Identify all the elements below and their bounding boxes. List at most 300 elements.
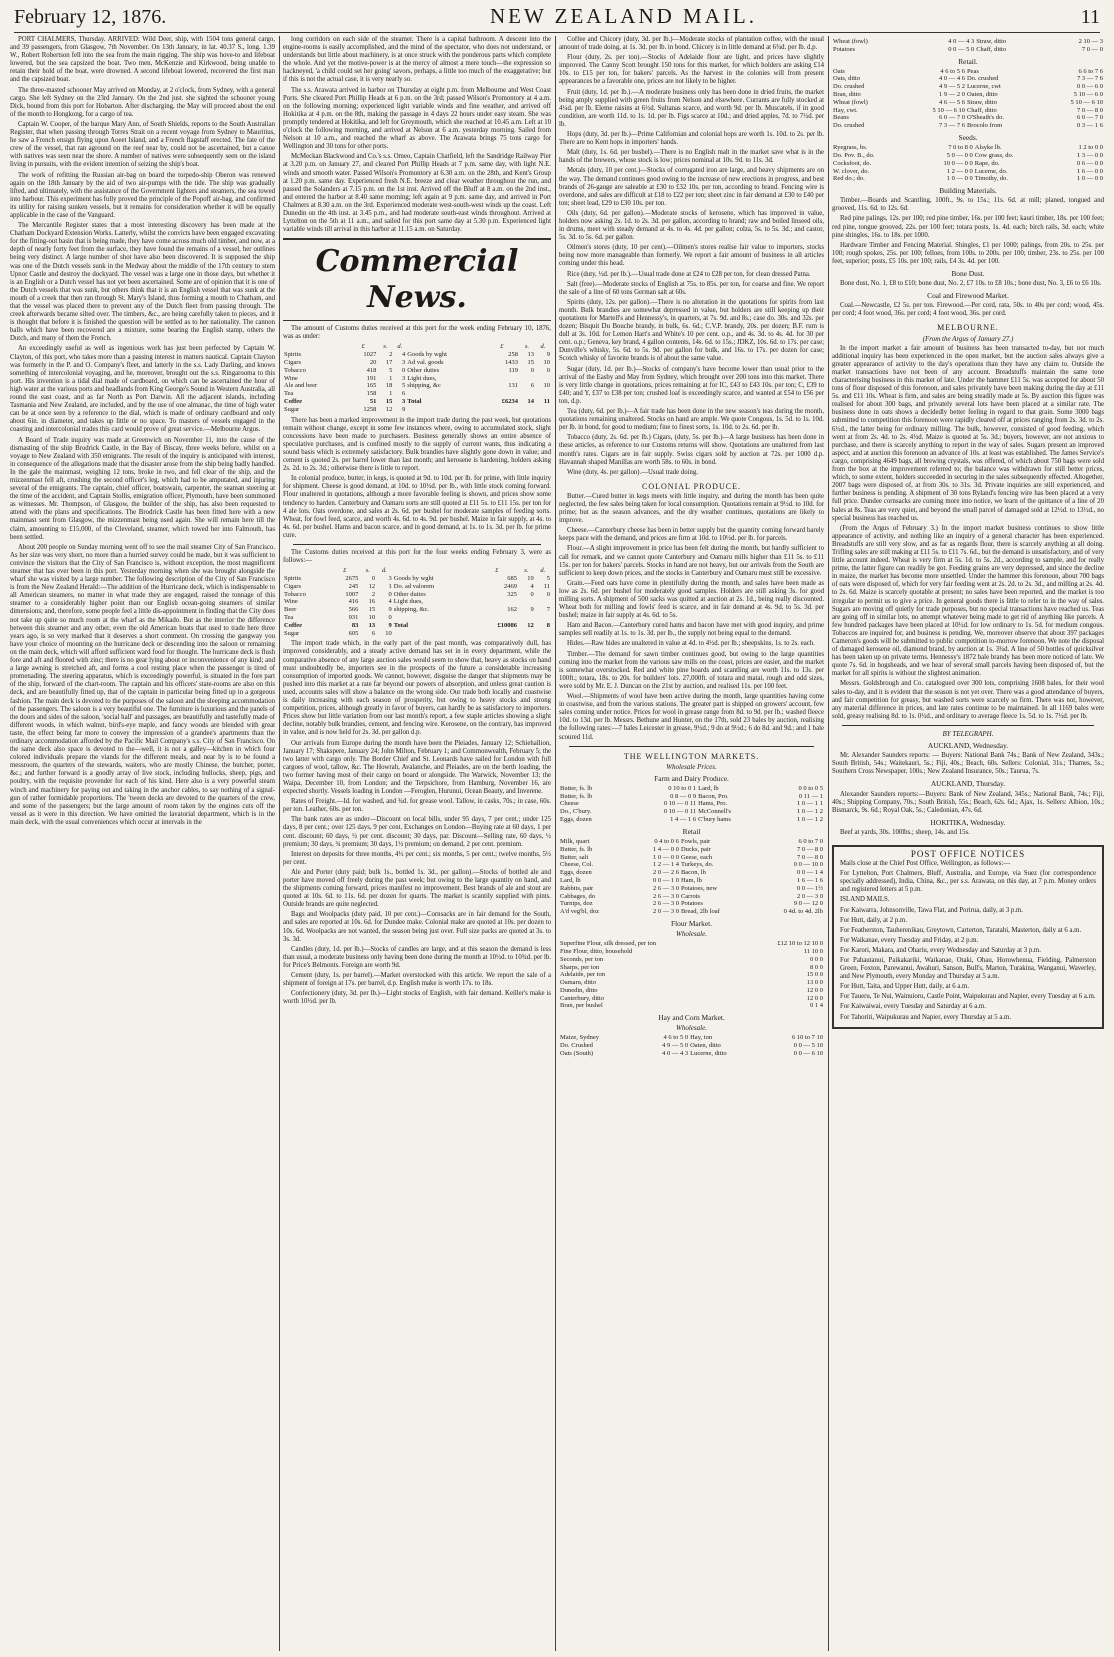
table-cell: 0 10 — 0 11 xyxy=(663,808,697,816)
paragraph: Oilmen's stores (duty, 10 per cent).—Oilmen's stores realise fair value to importers, stocks being now more manageable than formerly. We report a fair amount of business in all articles coming under this head. xyxy=(559,244,824,268)
table-cell: 7 0 — 0 xyxy=(1081,45,1103,53)
table-cell: 4 xyxy=(388,598,392,606)
table-cell xyxy=(535,390,551,398)
shipping-news xyxy=(10,36,275,827)
paragraph: Spirits (duty, 12s. per gallon).—There is no alteration in the quotations for spirits from last month. Bulk brandies are somewhat depressed in value, but holders are still keeping up their quotations for Martell's and Hennessy's, in quarters, at 7s. 9d. and 8s.; case do. 30s. and 32s. per dozen; Bisquit Du Bouche brandy, in bulk, 6s. 6d.; C.V.P. brandy, 20s. per dozen; B.F. rum is dull at 3s. 10d. for Lemon Hart's and White's 10 per cent. o.p., and 4s. 3d. to 4s. 4d. for 30 per cent. o.p.; Geneva, key brand, 4 gallon contents, 14s. 6d. to 15s.; JDKZ, 10s. 6d. to 17s. per case; Dunville's whisky, 5s. 6d. to 5s. 9d. per gallon for bulk, and 16s. to 17s. per dozen for case; Scotch whisky of favorite brands is of about the same value. xyxy=(559,298,824,363)
table-row xyxy=(559,940,824,948)
table-cell: Tea xyxy=(284,390,294,398)
table-cell: 4 xyxy=(402,351,406,359)
table-cell: 158 xyxy=(366,390,377,398)
table-cell: 0 0 — 1 4 xyxy=(797,869,823,877)
table-row xyxy=(559,979,824,987)
table-cell xyxy=(476,598,518,606)
table-cell: 12 xyxy=(385,405,393,413)
table-cell: Do. Crushed xyxy=(560,1042,593,1050)
table-cell: 15 xyxy=(527,359,534,367)
paragraph: Wool.—Shipments of wool have been active during the month, large quantities having come in coastwise, and from the various stations. The greater part is shipped on growers' account, few sales coming under notice. Prices for wool in grease range from 8d. to 9d. per lb.; washed fleece 10d. to 13d. per lb. Messrs. Bethune and Hunter, on the 17th, sold 23 bales by auction, realising the following rates:—7 bales Leicester in grease, 9½d.; 9 do at 9½d.; 6 do 8d. and 9d.; and 1 bale scoured 11d. xyxy=(559,693,824,741)
table-row xyxy=(283,598,551,606)
table-cell: Eggs, dozen xyxy=(560,816,592,824)
table-cell: 258 xyxy=(508,351,518,359)
table-cell: 5 xyxy=(546,575,550,582)
paragraph: For Lyttelton, Port Chalmers, Bluff, Australia, and Europe, via Suez (for correspondence specially addressed), India, China, &c., per s.s. Arawata, on this day, at 7 p.m. Money orders and registered letters at 5 p.m. xyxy=(840,870,1096,894)
paragraph: Our arrivals from Europe during the month have been the Pleiades, January 12; Schiehallion, January 17; Shakspere, January 24; John Milton, February 1; and Commonwealth, February 5; the two latter with cargo only. The Border Chief and St. Leonards have sailed for London with full cargoes of wool, tallow, &c. The Howrah, Avalanche, and Pleiades, are on the berth loading, the two former having most of their cargo on board or alongside. The Warwick, November 13; the Waipa, December 10, from London; and the Terpsichore, from Hamburg, November 16, are expected shortly. Vessels loading in London —Feroglen, Hurunui, Ocean Beauty, and Inverene. xyxy=(283,739,551,796)
table-cell xyxy=(283,567,330,575)
table-cell: Cabbages, do xyxy=(560,892,596,900)
table-row xyxy=(559,816,824,824)
table-cell: Lucerne, do. xyxy=(974,167,1008,175)
table-cell: £ xyxy=(500,343,504,351)
telegraph-reports xyxy=(832,742,1104,837)
paragraph: For Hutt, daily, at 2 p.m. xyxy=(840,916,907,924)
customs-week-table xyxy=(283,343,551,413)
table-row xyxy=(559,908,824,916)
table-cell: 931 xyxy=(348,613,359,621)
table-cell xyxy=(519,406,535,414)
table-cell: Straw, ditto xyxy=(976,38,1007,45)
table-cell: 0 xyxy=(402,366,406,374)
table-cell: 3 xyxy=(402,374,406,382)
table-cell: 4 9 — 5 2 xyxy=(938,83,965,91)
table-row xyxy=(559,869,824,877)
telegraph-text: Beef at yards, 30s. 100lbs.; sheep, 14s. and 15s. xyxy=(840,828,970,836)
table-cell: Wine xyxy=(284,598,298,606)
paragraph: Sugar (duty, 1d. per lb.)—Stocks of company's have become lower than usual prior to the arrival of the Easby and May from Sydney, which brought over 200 tons into this market. There is very little change in quotations, prices remaining at for IC, £43 to £43 10s. per ton; C, £39 to £40; and Y, £37 to £38 per ton; crushed loaf is exceedingly scarce, and wanted at £54 to £56 per ton, d.p. xyxy=(559,365,824,405)
table-cell: 245 xyxy=(348,582,359,590)
table-row xyxy=(283,406,551,414)
paragraph: Captain W. Cooper, of the barque Mary Ann, of South Shields, reports to the South Australian Register, that when passing through Torres Strait on a recent voyage from Sydney to Mauritius, he saw a French ensign flying upon Aoeet Island, and a French flagstaff erected. The fate of the crew of the vessel, that ran aground on the reef near by, could not be ascertained, but a canoe with natives was seen near the shore. A number of natives were subsequently seen on the island living in pursuits, with the evident intention of seizing the ship's boat. xyxy=(10,120,275,169)
table-cell: 605 xyxy=(348,629,359,637)
paragraph: Flour (duty, 2s. per ton).—Stocks of Adelaide flour are light, and prices have slightly improved. The Canny Scott brought 150 tons for this market, for which holders are asking £14 10s. to £15 per ton, for bakers' parcels. As the harvest in the colonies will from present appearances be a favorable one, prices are not likely to be higher. xyxy=(559,54,824,86)
table-cell: 685 xyxy=(507,575,518,582)
table-cell: 0 0 to 0 5 xyxy=(798,784,823,792)
table-cell: 0 0 — 1½ xyxy=(797,884,823,892)
table-row xyxy=(832,99,1104,107)
table-cell: Bran, ditto xyxy=(833,91,861,99)
table-cell: Total xyxy=(393,621,409,629)
masthead xyxy=(14,4,1100,33)
table-cell: Adelaide, per ton xyxy=(560,971,605,979)
flour-market-title: Flour Market. xyxy=(670,918,713,928)
table-cell: 10 xyxy=(385,629,392,637)
table-cell: 10 xyxy=(543,359,550,367)
table-cell: 12 xyxy=(527,621,534,629)
table-cell: Lard, lb xyxy=(698,784,719,792)
farm-table xyxy=(559,785,824,824)
paragraph: Hardware Timber and Fencing Material. Shingles, £1 per 1000; palings, from 20s. to 25s. per 100; rough spokes, 25s. per 100; felloes, from 100s. to 200s. per 100; timber, 23s. to 25s. per 100 feet, superior; posts, £5 10s. per 100; rails, £4 3s. 4d. per 100. xyxy=(832,241,1104,265)
table-row xyxy=(559,956,824,964)
table-cell: 6 xyxy=(530,382,534,390)
table-cell: Peas xyxy=(966,67,979,75)
table-cell: Hams, Pro. xyxy=(698,800,728,808)
paragraph: Hides.—Raw hides are unaltered in value at 4d. to 4½d. per lb.; sheepskins, 1s. to 2s. each. xyxy=(567,640,815,648)
hay-subtitle: Wholesale. xyxy=(676,1024,707,1033)
table-cell: 1 2 — 1 4 xyxy=(652,861,679,869)
table-cell: 131 xyxy=(508,382,518,390)
table-cell: 7 xyxy=(546,606,550,614)
table-cell: 4 0 — 4 3 xyxy=(948,38,975,45)
table-cell: 0 10 to 0 1 xyxy=(668,784,697,792)
table-cell xyxy=(393,630,476,638)
table-row xyxy=(559,808,824,816)
table-cell: Coffee xyxy=(284,398,303,406)
table-row xyxy=(559,854,824,862)
coal-title: Coal and Firewood Market. xyxy=(927,291,1009,301)
table-cell: 1 4 — 0 0 xyxy=(652,845,679,853)
table-row xyxy=(283,398,551,406)
table-cell: McConnell's xyxy=(698,808,732,816)
paragraph: ISLAND MAILS. xyxy=(840,896,890,904)
table-row xyxy=(832,168,1104,176)
table-cell: 51 xyxy=(369,398,377,406)
table-cell: Oaten, ditto xyxy=(690,1042,721,1050)
table-cell: 2 0 — 2 6 xyxy=(652,869,679,877)
paragraph: An exceedingly useful as well as ingenious work has just been perfected by Captain W. Clayton, of this port, who takes more than a passing interest in matters nautical. Captain Clayton was formerly in the P. and O. Company's fleet, and latterly in the s.s. Lady Darling, and knows something of intercolonial voyaging, and he, moreover, brought out the s.s. Ringarooma to this port. His invention is a tidal dial made of cardboard, on which can be ascertained the hour of high water at the various ports and headlands from King George's Sound in Western Australia, all round the east coast, and as far North as Port Darwin. All the adjacent islands, including Tasmania and New Zealand, are included, and by the use of one almanac, the time of high water can be at once seen by a reference to the dial, which is made of ordinary cardboard and only about 6in. in diameter, and takes up little or no space. To masters of vessels engaged in the coasting and intercolonial trades this card would prove of great service.—Melbourne Argus. xyxy=(10,345,275,434)
table-cell: 0 0 — 1 0 xyxy=(652,876,679,884)
paragraph: Rates of Freight.—Id. for washed, and ¾d. for grease wool. Tallow, in casks, 70s.; in case, 60s. per ton. Leather, 60s. per ton. xyxy=(283,798,551,814)
table-cell: 1 xyxy=(389,374,393,382)
table-cell: 1 9 — 2 0 xyxy=(938,91,965,99)
column-1 xyxy=(10,36,275,1651)
table-cell: 418 xyxy=(366,366,377,374)
table-cell: Seconds, per ton xyxy=(560,955,604,963)
table-cell: 6 0 — 7 0 xyxy=(938,114,965,122)
table-cell: 1 xyxy=(389,390,393,398)
table-row xyxy=(559,877,824,885)
table-cell: 191 xyxy=(366,374,377,382)
post-office-title: POST OFFICE NOTICES xyxy=(910,848,1026,859)
table-cell: 325 xyxy=(507,590,518,598)
paragraph: Salt (free).—Moderate stocks of English at 75s. to 85s. per ton, for coarse and fine. We report the sale of a line of 60 tons German salt at 60s. xyxy=(559,280,824,296)
table-cell: 1 0 — 1 2 xyxy=(797,816,823,824)
c4-retail-title: Retail. xyxy=(958,56,978,66)
table-cell: Butter, fs. lb xyxy=(560,784,593,792)
paragraph: The bank rates are as under—Discount on local bills, under 95 days, 7 per cent.; under 125 days, 8 per cent.; over 125 days, 9 per cent. Exchanges on London—Buying rate at 60 days, 1 per cent. discount; 60 days, ½ per cent. discount; 30 days, par. Discount—Selling rate, 60 days, ½ premium; 30 days, ¾ premium; 30 days, 1½ premium; on demand, 2 per cent. premium. xyxy=(283,816,551,848)
table-cell: 0 0 — 6 10 xyxy=(793,1050,823,1058)
paragraph: For Kaiwarra, Johnsonville, Tawa Flat, and Porirua, daily, at 3 p.m. xyxy=(840,906,1024,914)
divider xyxy=(842,725,1094,726)
table-row xyxy=(559,987,824,995)
table-row xyxy=(559,785,824,793)
paragraph: Butter.—Cured butter in kegs meets with little inquiry, and during the month has been quite neglected, the few sales being taken for local consumption. Quotations remain at 9½d. to 10d. for prime; but as the season advances, and the dry weather continues, quotations are likely to improve. xyxy=(559,492,824,525)
table-row xyxy=(283,375,551,383)
table-cell: Eggs, dozen xyxy=(560,869,592,877)
table-cell: Cigars xyxy=(284,359,301,367)
table-cell: shipping, &c xyxy=(407,382,441,390)
table-row xyxy=(283,614,551,622)
table-cell: Butter, fs. lb xyxy=(560,845,593,853)
telegraph-place: HOKITIKA, Wednesday. xyxy=(930,817,1006,827)
table-row xyxy=(283,630,551,638)
table-cell: Spirits xyxy=(284,575,301,582)
table-cell: 1 0 — 0 0 xyxy=(946,175,973,183)
table-cell: 0 3 — 1 6 xyxy=(1077,122,1103,130)
paragraph: Rice (duty, ½d. per lb.).—Usual trade done at £24 to £28 per ton, for clean dressed Patna. xyxy=(567,270,811,278)
paragraph: In colonial produce, butter, in kegs, is quoted at 9d. to 10d. per lb. for prime, with little inquiry for shipment. Cheese is good demand, at 10d. to 10½d. per lb., with little stock coming forward. Flour unaltered in quotations, although a more favorable feeling is shown, and prices show some tendency to harden. Canterbury and Oamaru sorts are still quoted at £11 5s. to £11 15s. per ton for 4 ale lots. Oats overdone, and sales at 2s. 6d. per bushel for moderate samples of feeding sorts. Wheat, for fowl feed, scarce, and worth 4s. 6d. to 4s. 9d. per bushel. Maize in fair supply, at 4s. to 4s. 6d. per bushel. Hams and bacon scarce, and in good demand, at 1s. to 1s. 3d. per lb. for prime cure. xyxy=(283,475,551,539)
table-cell: 0 1 4 xyxy=(810,1002,823,1010)
melbourne-report xyxy=(832,345,1104,721)
paragraph: The work of refitting the Russian air-bag on board the torpedo-ship Oberon was renewed again on the 18th January by the aid of two air-pumps with the tide. The ship was gradually lifted, and ultimately, with the assistance of the Government lighters and steamers, the sea towed into harbour. This experiment has fully proved the principle of the Popoff air-bag, and confirmed its utility for raising sunken vessels, but it remains for consideration whether it will be equally applicable in the case of the Vanguard. xyxy=(10,171,275,219)
table-cell: Ducks, pair xyxy=(680,845,711,853)
paragraph: For Featherston, Tauherenikau, Greytown, Carterton, Taratahi, Masterton, daily at 6 a.m. xyxy=(840,926,1082,934)
table-cell: 12 0 0 xyxy=(806,986,823,994)
telegraph-text: Alexander Saunders reports:—Buyers: Bank of New Zealand, 345s.; National Bank, 74s.; Fiji, 40s.; Shipping Company, 70s.; South British, 55s.; Beach, 62s. 6d.; Ajax, 1s. Sellers: Albion, 10s.; Bismarck, 9s. 6d.; Royal Oak, 5s.; Caledonian, 47s. 6d. xyxy=(832,790,1104,814)
paragraph: The s.s. Arawata arrived in harbor on Thursday at eight p.m. from Melbourne and West Coast Ports. She cleared Port Phillip Heads at 6 p.m. on the 3rd; passed Wilson's Promontory at 4 a.m. on the following morning; experienced light variable winds and fine weather, and arrived off Hokitika at 4 p.m. on the 8th, making the passage in 4 days 22 hours under easy steam. She was promptly tendered at Hokitika, and left for Greymouth, which she reached at 10.45 a.m. Left at 10 o'clock the following morning, and arrived at Nelson at 6 a.m. yesterday morning. Sailed from Nelson at 10 a.m., and reached the wharf as above. The Arawata brings 75 tons cargo for Wellington and 30 tons for other ports. xyxy=(283,86,551,151)
table-row xyxy=(559,846,824,854)
table-cell: Wheat (fowl) xyxy=(833,98,868,106)
column-rule xyxy=(555,36,556,1651)
table-cell: 0 10 — 0 11 xyxy=(663,800,697,808)
table-row xyxy=(832,144,1104,152)
table-cell: 15 xyxy=(368,606,376,614)
paragraph: McMeckan Blackwood and Co.'s s.s. Omeo, Captain Chatfield, left the Sandridge Railway Pier at 3.20 p.m. on January 27, and cleared Port Phillip Heads at 7 p.m. same day, with light N.E. winds and smooth water. Passed Wilson's Promontory at 6.30 a.m. on the 28th, and Kent's Group at 1.20 p.m. same day. Experienced fresh N.E. breeze and clear weather throughout the run, and passed the Solanders at 7.15 p.m. on the 1st inst. Arrived off the Bluff at 8 a.m. on the 2nd inst., and entered the harbor at 8.40 same morning; left again at 9 p.m. same day, and arrived in Port Chalmers at 8.30 a.m. on the 3rd. Experienced moderate west-south-west winds up the coast. Left Dunedin on the 4th inst. at 3.45 p.m., and had moderate south-east winds throughout. Arrived at Lyttelton on the 5th at 11 a.m., and sailed for this port same day at 5.30 p.m. Experienced light variable winds till arrival in this harbor at 11.15 a.m. on Saturday. xyxy=(283,153,551,234)
table-row xyxy=(559,1042,824,1050)
table-cell: Bread, 2lb loaf xyxy=(680,908,720,916)
table-row xyxy=(559,900,824,908)
table-cell: £10086 xyxy=(497,621,518,629)
table-cell: Maize, Sydney xyxy=(560,1034,599,1042)
table-cell xyxy=(485,390,519,398)
table-cell: 6 0 to 7 0 xyxy=(798,837,823,845)
table-cell xyxy=(519,390,535,398)
table-cell: 4 9 — 5 0 xyxy=(662,1042,689,1050)
table-cell: Hay, cwt. xyxy=(833,106,858,114)
table-cell xyxy=(518,614,535,622)
commercial-report xyxy=(283,417,551,540)
customs-month-table xyxy=(283,567,551,637)
table-cell: 16 xyxy=(368,598,376,606)
table-cell: 9 0 — 12 0 xyxy=(793,900,823,908)
table-cell: Bacon, lb xyxy=(680,869,706,877)
column-2 xyxy=(283,36,551,1651)
table-cell: Goods by wght xyxy=(407,351,447,359)
table-cell: 119 xyxy=(508,366,518,374)
table-cell: Chaff, ditto xyxy=(976,45,1007,53)
table-row xyxy=(559,1034,824,1042)
table-row xyxy=(559,971,824,979)
table-row xyxy=(283,606,551,614)
shipping-continued xyxy=(283,36,551,234)
table-cell: 416 xyxy=(348,598,359,606)
table-cell: Lard, lb xyxy=(560,876,581,884)
table-cell xyxy=(406,406,484,414)
table-cell: 2 xyxy=(371,590,376,598)
melbourne-title: MELBOURNE. xyxy=(937,323,999,333)
table-cell: 3 xyxy=(402,398,406,406)
table-cell: Fowls, pair xyxy=(680,837,711,845)
table-row xyxy=(283,567,551,575)
table-cell: Geese, each xyxy=(680,853,712,861)
table-cell: d. xyxy=(397,343,403,351)
paragraph: Cement (duty, 1s. per barrel).—Market overstocked with this article. We report the sale of a shipment of foreign at 17s. per barrel, d.p. English make is worth 17s. to 18s. xyxy=(283,972,551,988)
table-cell: 9 xyxy=(546,351,550,359)
paragraph: long corridors on each side of the steamer. There is a capital bathroom. A descent into the engine-rooms is easily accomplished, and the mind of the spectator, who does not understand, or understands but little about machinery, is at once struck with the ponderous parts which complete the whole. And yet the motive-power is at the mercy of almost a mere touch—the expression so hackneyed, 'a child could set her going' savors, perhaps, a little too much of the exaggerative; but if this is not the actual case, it is very nearly so. xyxy=(283,36,551,84)
table-cell: 7 3 — 7 6 xyxy=(938,122,965,130)
column-4 xyxy=(832,36,1104,1651)
paragraph: Candles (duty, 1d. per lb.)—Stocks of candles are large, and at this season the demand is less than usual, a moderate business only having been done during the month at 10½d. to 10¾d. per lb. for Price's Belmonts. Foreign are worth 9d. xyxy=(283,945,551,969)
table-cell: 12 xyxy=(368,582,376,590)
paragraph: Ale and Porter (duty paid; bulk 1s., bottled 1s. 3d., per gallon).—Stocks of bottled ale and porter have moved off freely during the past week; but owing to the large quantity on hand, and the shipments coming forward, prices manifest no improvement. Best brands of ale and stout are quoted at 10s. 6d. to 11s. 6d. per dozen for quarts. The market is scantily supplied with pints. Outside brands are quite neglected. xyxy=(283,868,551,909)
table-cell: Do., C'bury. xyxy=(560,808,592,816)
table-cell: W. clover, do. xyxy=(833,167,870,175)
retail-title: Retail xyxy=(682,826,701,836)
telegraph-place: AUCKLAND, Thursday. xyxy=(930,779,1006,789)
table-cell: Do. crushed xyxy=(833,83,865,91)
paragraph: PORT CHALMERS, Thursday. ARRIVED: Wild Deer, ship, with 1504 tons general cargo, and 39 passengers, from Glasgow, 7th November. On 13th January, in lat. 40.37 S., long. 1.39 W., Robert Robertson fell into the sea from the main rigging. The ship was hove-to and lifeboat lowered, but the sea capsized the boat. Two men, McKenzie and Kirkwood, being unable to retain their hold of the boat, were drowned. A second lifeboat lowered, recovered the first man and the capsized boat. xyxy=(10,36,275,84)
table-cell: 1 xyxy=(388,582,392,590)
table-cell: 1007 xyxy=(345,590,359,598)
table-cell: 9 xyxy=(388,606,392,614)
table-cell: 2 10 — 3 xyxy=(1078,38,1103,45)
table-row xyxy=(283,583,551,591)
table-cell: Oats xyxy=(833,67,845,75)
table-cell: Red do.; do. xyxy=(833,175,865,183)
table-row xyxy=(559,995,824,1003)
table-cell: 12 0 0 xyxy=(806,994,823,1002)
monthly-report xyxy=(283,640,551,1006)
paragraph: Tea (duty, 6d. per lb.)—A fair trade has been done in the new season's teas during the month, quotations remaining unaltered. Stocks on hand are ample. We quote Congous, 1s. 5d. to 1s. 10d. per lb. in bond, for good to medium; fine to finest sorts, 1s. 10d. to 2s. 6d. per lb. xyxy=(559,408,824,432)
paragraph: (From the Argus of February 3.) In the import market business continues to show little appearance of activity, and nothing like an inquiry of a general character has been experienced. Breadstuffs are still very slow, and as far as regards flour, there is scarcely anything at all doing. Trifling sales are still making at £11 5s. to £11 7s. 6d., but the demand is unsatisfactory, and of very little account indeed. Wheat is very firm at 5s. 1d. to 5s. 2d., according to sample, and for really prime, the latter figure can readily be got. Feeding grains are very depressed, and since the decline in maize, the market has become more unsettled. Under the hammer this forenoon, about 700 bags of oats were disposed of, which for very fair feeding went at 2s. 2d. to 2s. 3d., and milling at 2s. 4d. to 2s. 6d. Maize is scarcely quotable at present; no sales have been reported, and the market is too irregular to permit us to give a price. In general goods there is little to refer to in the way of sales. Sugars are moving off quietly for trade purposes, but no special transactions have reached us. Teas are going off in similar lots, no attempt whatever being made to get rid of anything like parcels. A few hundred packages have been placed at 10½d. for low ordinary to 1s. 5d. for medium congous. Tobaccos are inquired for, and business is pending. We, moreover observe that about 397 packages Cameron's goods will be submitted to public competition to-morrow forenoon. We note the disposal of damaged kerosene oil, diamond brand, by auction at 1s. 3¾d. A line of 50 bottles of quicksilver has been taken up on private terms. Hennessy's 1872 bale brandy has been more noticed of late. We quote 7s. 6d. in hogsheads, and we hear of several small parcels having been disposed of, but the market for all spirits is without the slightest animation. xyxy=(832,524,1104,678)
table-cell: Wheat (fowl) xyxy=(833,38,868,45)
flour-table xyxy=(559,940,824,1010)
table-cell: 5 10 — 6 10 xyxy=(1070,98,1103,106)
table-cell: 0 xyxy=(388,590,392,598)
table-cell: Ryegrass, bs. xyxy=(833,144,868,152)
table-cell xyxy=(485,406,519,414)
paragraph: For Karori, Makara, and Ohariu, every Wednesday and Saturday at 3 p.m. xyxy=(840,946,1041,954)
table-cell: s. xyxy=(365,567,370,575)
table-cell: Sharps, per ton xyxy=(560,963,600,971)
paragraph: Interest on deposits for three months, 4½ per cent.; six months, 5 per cent.; twelve months, 5½ per cent. xyxy=(283,850,551,866)
table-cell: 4 6 to 5 0 xyxy=(663,1034,689,1042)
table-cell: Timothy, do. xyxy=(974,175,1008,183)
table-cell: 0 0 — 5 10 xyxy=(793,1042,823,1050)
table-row xyxy=(559,800,824,808)
table-cell: Potatoes xyxy=(833,45,856,53)
paragraph: Tobacco (duty, 2s. 6d. per lb.) Cigars, (duty, 5s. per lb.)—A large business has been done in these articles, as reference to our Customs returns will show. Quotations are unaltered from last month's rates. Cigars are in fair supply. Swiss cigars sold by auction at 72s. per 1000 d.p. Havannah shaped Manillas are worth 58s. to 60s. in bond. xyxy=(559,434,824,466)
table-cell: Goods by wght xyxy=(393,575,434,582)
table-cell: Do. ad valorem xyxy=(393,582,435,590)
table-row xyxy=(559,885,824,893)
table-cell: 0 0 — 10 0 xyxy=(793,861,823,869)
table-cell: Cigars xyxy=(284,582,301,590)
table-cell: Brocolo from xyxy=(966,122,1003,130)
table-cell xyxy=(519,375,535,383)
table-cell: 0 xyxy=(371,575,376,582)
paragraph: For Kaiwaiwai, every Tuesday and Saturday at 6 a.m. xyxy=(840,1003,986,1011)
table-cell: 9 xyxy=(402,405,406,413)
table-cell: 5 0 — 0 0 xyxy=(946,151,973,159)
post-items xyxy=(840,870,1096,1022)
column-rule xyxy=(828,36,829,1651)
paragraph: Oils (duty, 6d. per gallon).—Moderate stocks of kerosene, which has improved in value, holders now asking 2s. 1d. to 2s. 3d. per gallon, according to brand; raw and boiled linseed oils, in drums, meet with steady demand at 4s. to 4s. 4d. per gallon; colza, 5s. to 5s. 3d.; and castor, 5s. 3d. to 5s. 6d. per gallon. xyxy=(559,209,824,242)
coal-text: Coal.—Newcastle, £2 5s. per ton. Firewood.—Per cord, rata, 50s. to 40s per cord; wood, 45s. per cord; 4 foot wood, 36s. per cord; 4 foot wood, 36s. per cord. xyxy=(832,302,1104,318)
table-cell: 2 0 — 3 0 xyxy=(652,908,679,916)
page-number: 11 xyxy=(1080,6,1100,28)
table-cell xyxy=(393,614,476,622)
commercial-news-heading: Commercial News. xyxy=(283,238,551,321)
table-cell: Bacon, Pro. xyxy=(698,792,729,800)
table-cell: Oats, ditto xyxy=(833,75,861,83)
table-cell: 7 0 — 8 0 xyxy=(1077,106,1103,114)
table-cell: Beans xyxy=(833,114,849,122)
paragraph: Timber.—The demand for sawn timber continues good, but owing to the large quantities coming into the market from the various saw mills on the coast, prices are easier, and the market is somewhat overstocked. Red and white pine boards and scantling are worth 11s. to 13s. per 100ft.; totara, 18s. to 20s. for builders' lots. 27,000ft. of totara and matai, rough and odd sizes, were sold by Mr. E. J. Duncan on the 21st by auction, and realised 11s. per 100 feet. xyxy=(559,650,824,690)
table-cell: Cheese xyxy=(560,800,579,808)
table-row xyxy=(283,351,551,359)
table-cell: 162 xyxy=(507,606,518,614)
columns xyxy=(10,36,1104,1651)
table-cell: 0 xyxy=(530,366,534,374)
table-cell: Other duties xyxy=(393,590,426,598)
table-cell: 20 xyxy=(369,359,377,367)
table-row xyxy=(559,793,824,801)
table-cell: O'Sheath's do. xyxy=(966,114,1004,122)
table-cell: 13 0 0 xyxy=(806,979,823,987)
table-cell xyxy=(535,630,551,638)
table-cell: 4 6 — 5 6 xyxy=(938,98,965,106)
paragraph: For Taueru, Te Nui, Wainuioru, Castle Point, Waipukurau and Napier, every Tuesday at 6 a.m. xyxy=(840,993,1096,1001)
table-cell xyxy=(535,614,551,622)
table-cell: 0 0 0 xyxy=(810,955,823,963)
table-cell xyxy=(518,598,535,606)
post-intro: Mails close at the Chief Post Office, Wellington, as follows:— xyxy=(840,860,1011,868)
table-cell xyxy=(393,567,476,575)
table-cell: 83 xyxy=(351,621,359,629)
table-row xyxy=(832,160,1104,168)
table-cell xyxy=(476,614,518,622)
table-cell: 0 xyxy=(546,366,550,374)
paragraph: Timber.—Boards and Scantling, 100ft., 9s. to 15s.; 11s. 6d. at mill; planed, tongued and grooved, 11s. 6d. to 12s. 6d. xyxy=(832,197,1104,213)
table-cell: 1258 xyxy=(363,405,377,413)
flour-subtitle: Wholesale. xyxy=(676,930,707,939)
table-cell: Butter, fs. lb xyxy=(560,792,593,800)
table-cell: 1 0 — 0 0 xyxy=(652,853,679,861)
table-cell: Chaff, ditto xyxy=(966,106,997,114)
paragraph: Metals (duty, 10 per cent.)—Stocks of corrugated iron are large, and heavy shipments are on the way. The demand continues good owing to the increase of new erections in progress, and best brands of 26-gauge are saleable at £30 to £32 10s. per ton, according to brand. Fencing wire is overdone, and sales are difficult at £18 to £22 per ton; sheet zinc in fair demand at £30 to £40 per ton; sheet lead, £29 to £30 10s. per ton. xyxy=(559,167,824,207)
table-cell: Sugar xyxy=(284,629,300,637)
table-row xyxy=(832,83,1104,91)
table-cell: 2469 xyxy=(504,582,518,590)
table-cell: Tobacco xyxy=(284,366,306,374)
table-cell: d. xyxy=(382,567,387,575)
table-cell: Ale and beer xyxy=(284,382,318,390)
table-cell: Do. Pov. B., do. xyxy=(833,151,875,159)
paragraph: Cheese.—Canterbury cheese has been in better supply but the quantity coming forward barely keeps pace with the demand, and prices are firm at 10d. to 10½d. per lb. for parcels. xyxy=(559,527,824,543)
table-cell: 6 10 to 7 10 xyxy=(791,1034,823,1042)
table-cell xyxy=(406,343,484,351)
table-row xyxy=(832,68,1104,76)
telegraph-text: Mr. Alexander Saunders reports: — Buyers: National Bank 74s.; Bank of New Zealand, 343s.; South British, 54s.; Waitekauri, 5s.; Fiji, 40s.; Beach, 60s. Sellers: Colonial, 31s.; Thames, 5s.; Southern Cross Newspaper, 100s.; New Zealand Insurance, 50s.; Taurua, 7s. xyxy=(832,752,1104,776)
table-cell: 0 6 — 0 0 xyxy=(1077,159,1103,167)
table-cell: 15 xyxy=(385,398,393,406)
paragraph: The import trade which, in the early part of the past month, was comparatively dull, has improved considerably, and a steady active demand has set in in every department, while the comparative absence of any large auction sales would seem to show that, heavy as stocks on hand must undoubtedly be, importers see in the prospects of the future a considerable increasing consumption of imported goods. We cannot, however, disguise the danger that shipments may be pushed into this market at a rate far beyond our powers of absorption, and unless great caution is used, accounts sales will show a balance on the wrong side. Our trade both locally and coastwise is daily increasing with each season of prosperity, but owing to heavy stocks and strong competition, prices, although greatly in favor of buyers, can hardly be as satisfactory to importers. Prices show but little variation from our last month's report, a few staple articles showing a slight decline, notably bulk brandies, cement, and fencing wire. Kerosene, on the contrary, has improved in value, and is now held for 2s. 3d. per gallon d.p. xyxy=(283,640,551,737)
paragraph: For Waikanae, every Tuesday and Friday, at 2 p.m. xyxy=(840,936,979,944)
table-cell: 5 10 — 6 10 xyxy=(932,106,965,114)
table-cell: Tobacco xyxy=(284,590,306,598)
table-cell: 0 4d. to 4d. 2lb xyxy=(783,908,823,916)
telegraph-place: AUCKLAND, Wednesday. xyxy=(927,741,1009,751)
table-cell: Carrots xyxy=(680,892,701,900)
table-row xyxy=(832,38,1104,46)
table-row xyxy=(559,893,824,901)
table-cell: 10 xyxy=(543,382,550,390)
table-cell: Turnips, doz xyxy=(560,900,593,908)
table-row xyxy=(283,382,551,390)
table-cell: Light dues, xyxy=(407,374,437,382)
hay-corn-title: Hay and Corn Market. xyxy=(658,1013,725,1023)
table-cell: Coffee xyxy=(284,621,303,629)
table-cell: Alsyke lb. xyxy=(974,144,1002,152)
table-cell: s. xyxy=(383,343,388,351)
